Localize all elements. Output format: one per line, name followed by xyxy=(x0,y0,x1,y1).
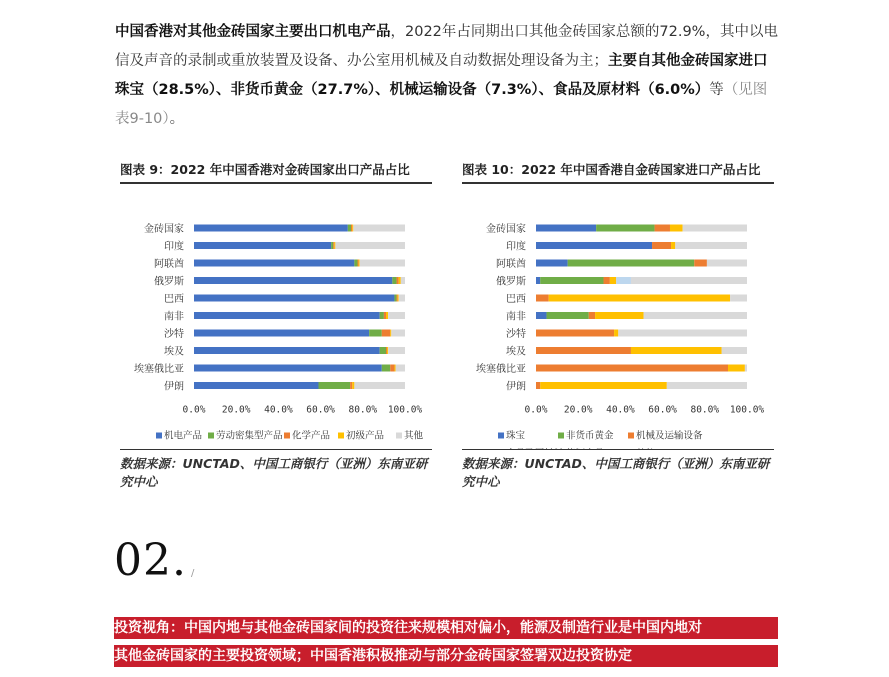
bar-segment xyxy=(360,260,405,267)
x-tick-label: 40.0% xyxy=(264,404,293,416)
figure-10-source: 数据来源：UNCTAD、中国工商银行（亚洲）东南亚研究中心 xyxy=(462,449,774,491)
category-label: 埃塞俄比亚 xyxy=(476,364,526,375)
bar-segment xyxy=(707,260,747,267)
bar-segment xyxy=(359,260,360,267)
category-label: 南非 xyxy=(506,311,526,323)
bar-segment xyxy=(348,225,351,232)
bar-segment xyxy=(390,365,394,372)
bar-segment xyxy=(604,277,610,284)
legend-label: 非货币黄金 xyxy=(566,430,614,442)
legend-label: 化学产品 xyxy=(292,430,331,442)
category-label: 巴西 xyxy=(506,294,526,305)
bar-segment xyxy=(536,260,568,267)
bar-segment xyxy=(667,382,747,389)
category-label: 沙特 xyxy=(506,329,526,340)
x-tick-label: 80.0% xyxy=(690,404,720,416)
bar-segment xyxy=(335,242,405,249)
para-bold-1: 中国香港对其他金砖国家主要出口机电产品 xyxy=(115,24,391,40)
intro-paragraph xyxy=(115,18,780,134)
figure-9-source: 数据来源：UNCTAD、中国工商银行（亚洲）东南亚研究中心 xyxy=(120,449,432,491)
x-tick-label: 60.0% xyxy=(306,404,335,416)
category-label: 伊朗 xyxy=(506,381,526,393)
bar-segment xyxy=(655,225,670,232)
para-text-1: ，2022年占同期出口其他金砖国家总额的72.9%，其中以电信及声音的录制或重放装置及设备、办公室用机械及自动数据处理设备为主； xyxy=(115,24,778,69)
bar-segment xyxy=(384,312,386,319)
bar-segment xyxy=(194,277,392,284)
figure-9 xyxy=(120,160,432,491)
bar-segment xyxy=(536,295,549,302)
bar-segment xyxy=(386,312,388,319)
bar-segment xyxy=(394,365,395,372)
section-number: 02. xyxy=(114,535,187,586)
legend-swatch xyxy=(338,433,344,439)
bar-segment xyxy=(194,260,354,267)
bar-segment xyxy=(386,347,387,354)
legend-label xyxy=(636,448,656,450)
bar-segment xyxy=(671,242,675,249)
bar-segment xyxy=(596,225,654,232)
x-tick-label: 20.0% xyxy=(563,404,593,416)
bar-segment xyxy=(670,225,683,232)
category-label: 巴西 xyxy=(164,294,184,305)
bar-segment xyxy=(380,312,384,319)
bar-segment xyxy=(351,225,352,232)
bar-segment xyxy=(352,382,354,389)
para-end: 。 xyxy=(169,111,185,127)
bar-segment xyxy=(388,312,405,319)
bar-segment xyxy=(745,365,747,372)
x-tick-label: 0.0% xyxy=(182,404,206,416)
category-label: 埃塞俄比亚 xyxy=(134,364,184,375)
bar-segment xyxy=(536,382,540,389)
legend-swatch xyxy=(156,433,162,439)
bar-segment xyxy=(694,260,707,267)
bar-segment xyxy=(333,242,334,249)
bar-segment xyxy=(536,347,631,354)
x-tick-label: 100.0% xyxy=(729,404,765,416)
legend-swatch xyxy=(628,433,634,439)
legend-label: 珠宝 xyxy=(506,430,526,442)
bar-segment xyxy=(730,295,747,302)
x-tick-label: 60.0% xyxy=(648,404,677,416)
bar-segment xyxy=(352,225,353,232)
figure-10-chart xyxy=(462,184,774,449)
bar-segment xyxy=(397,277,399,284)
bar-segment xyxy=(358,260,359,267)
bar-segment xyxy=(536,312,547,319)
bar-segment xyxy=(382,330,390,337)
legend-swatch xyxy=(284,433,290,439)
bar-segment xyxy=(369,330,382,337)
category-label: 印度 xyxy=(506,241,526,253)
bar-segment xyxy=(536,242,652,249)
highlight-line-2: 其他金砖国家的主要投资领域；中国香港积极推动与部分金砖国家签署双边投资协定 xyxy=(114,645,778,667)
category-label: 印度 xyxy=(164,241,184,253)
bar-segment xyxy=(350,382,352,389)
bar-segment xyxy=(536,365,728,372)
legend-label: 劳动密集型产品 xyxy=(216,430,283,442)
bar-segment xyxy=(683,225,747,232)
bar-segment xyxy=(631,277,747,284)
bar-segment xyxy=(194,295,394,302)
legend-label: 初级产品 xyxy=(346,430,385,442)
bar-segment xyxy=(354,260,357,267)
figure-10 xyxy=(462,160,774,491)
x-tick-label: 20.0% xyxy=(221,404,251,416)
category-label: 伊朗 xyxy=(164,381,184,393)
bar-segment xyxy=(331,242,333,249)
section-mark: / xyxy=(191,568,195,579)
bar-segment xyxy=(631,347,722,354)
legend-swatch xyxy=(558,433,564,439)
bar-segment xyxy=(388,347,405,354)
bar-segment xyxy=(589,312,595,319)
bar-segment xyxy=(652,242,671,249)
para-bold-2: 主要自其他金砖国家进口珠宝（28.5%）、非货币黄金（27.7%）、机械运输设备（7.3%）、食品及原材料（6.0%） xyxy=(115,53,768,98)
bar-segment xyxy=(392,277,396,284)
bar-segment xyxy=(398,295,399,302)
bar-segment xyxy=(194,330,369,337)
bar-segment xyxy=(194,242,331,249)
bar-segment xyxy=(547,312,589,319)
category-label: 金砖国家 xyxy=(486,224,526,235)
legend-swatch xyxy=(396,433,402,439)
legend-label: 其他 xyxy=(404,430,424,442)
category-label: 金砖国家 xyxy=(144,224,184,235)
bar-segment xyxy=(568,260,695,267)
bar-segment xyxy=(536,277,540,284)
bar-segment xyxy=(610,277,616,284)
bar-segment xyxy=(595,312,644,319)
legend-label: 机电产品 xyxy=(164,430,203,442)
category-label: 南非 xyxy=(164,311,184,323)
bar-segment xyxy=(382,365,390,372)
category-label: 埃及 xyxy=(506,346,526,358)
bar-segment xyxy=(536,330,614,337)
legend-swatch xyxy=(208,433,214,439)
bar-segment xyxy=(353,225,405,232)
bar-segment xyxy=(194,365,382,372)
bar-segment xyxy=(390,330,391,337)
bar-segment xyxy=(614,330,618,337)
figure-10-title: 图表 10：2022 年中国香港自金砖国家进口产品占比 xyxy=(462,160,774,184)
bar-segment xyxy=(194,347,380,354)
bar-segment xyxy=(394,295,396,302)
bar-segment xyxy=(354,382,405,389)
x-tick-label: 0.0% xyxy=(524,404,548,416)
category-label: 阿联酋 xyxy=(154,259,184,270)
bar-segment xyxy=(194,312,380,319)
category-label: 沙特 xyxy=(164,329,184,340)
bar-segment xyxy=(318,382,350,389)
bar-segment xyxy=(549,295,730,302)
bar-segment xyxy=(536,225,596,232)
category-label: 俄罗斯 xyxy=(496,276,526,288)
bar-segment xyxy=(399,277,401,284)
bar-segment xyxy=(540,382,667,389)
category-label: 阿联酋 xyxy=(496,259,526,270)
figure-9-chart xyxy=(120,184,432,449)
bar-segment xyxy=(401,277,405,284)
x-tick-label: 40.0% xyxy=(606,404,635,416)
legend-label xyxy=(566,448,605,450)
x-tick-label: 80.0% xyxy=(348,404,378,416)
bar-segment xyxy=(387,347,388,354)
bar-segment xyxy=(644,312,747,319)
category-label: 俄罗斯 xyxy=(154,276,184,288)
bar-segment xyxy=(194,382,318,389)
bar-segment xyxy=(397,295,398,302)
bar-segment xyxy=(380,347,386,354)
bar-segment xyxy=(391,330,405,337)
bar-segment xyxy=(540,277,603,284)
legend-swatch xyxy=(498,433,504,439)
bar-segment xyxy=(675,242,747,249)
bar-segment xyxy=(616,277,631,284)
para-text-2: 等 xyxy=(709,82,724,98)
legend-label: 机械及运输设备 xyxy=(636,430,703,442)
figure-9-title: 图表 9：2022 年中国香港对金砖国家出口产品占比 xyxy=(120,160,432,184)
bar-segment xyxy=(618,330,747,337)
bar-segment xyxy=(194,225,348,232)
bar-segment xyxy=(334,242,335,249)
x-tick-label: 100.0% xyxy=(387,404,423,416)
legend-label xyxy=(506,448,564,450)
bar-segment xyxy=(722,347,747,354)
bar-segment xyxy=(396,365,405,372)
bar-segment xyxy=(728,365,745,372)
figure-reference: （见图表9-10） xyxy=(115,82,768,127)
highlight-line-1: 投资视角：中国内地与其他金砖国家间的投资往来规模相对偏小，能源及制造行业是中国内地对 xyxy=(114,617,778,639)
category-label: 埃及 xyxy=(164,346,184,358)
bar-segment xyxy=(399,295,405,302)
